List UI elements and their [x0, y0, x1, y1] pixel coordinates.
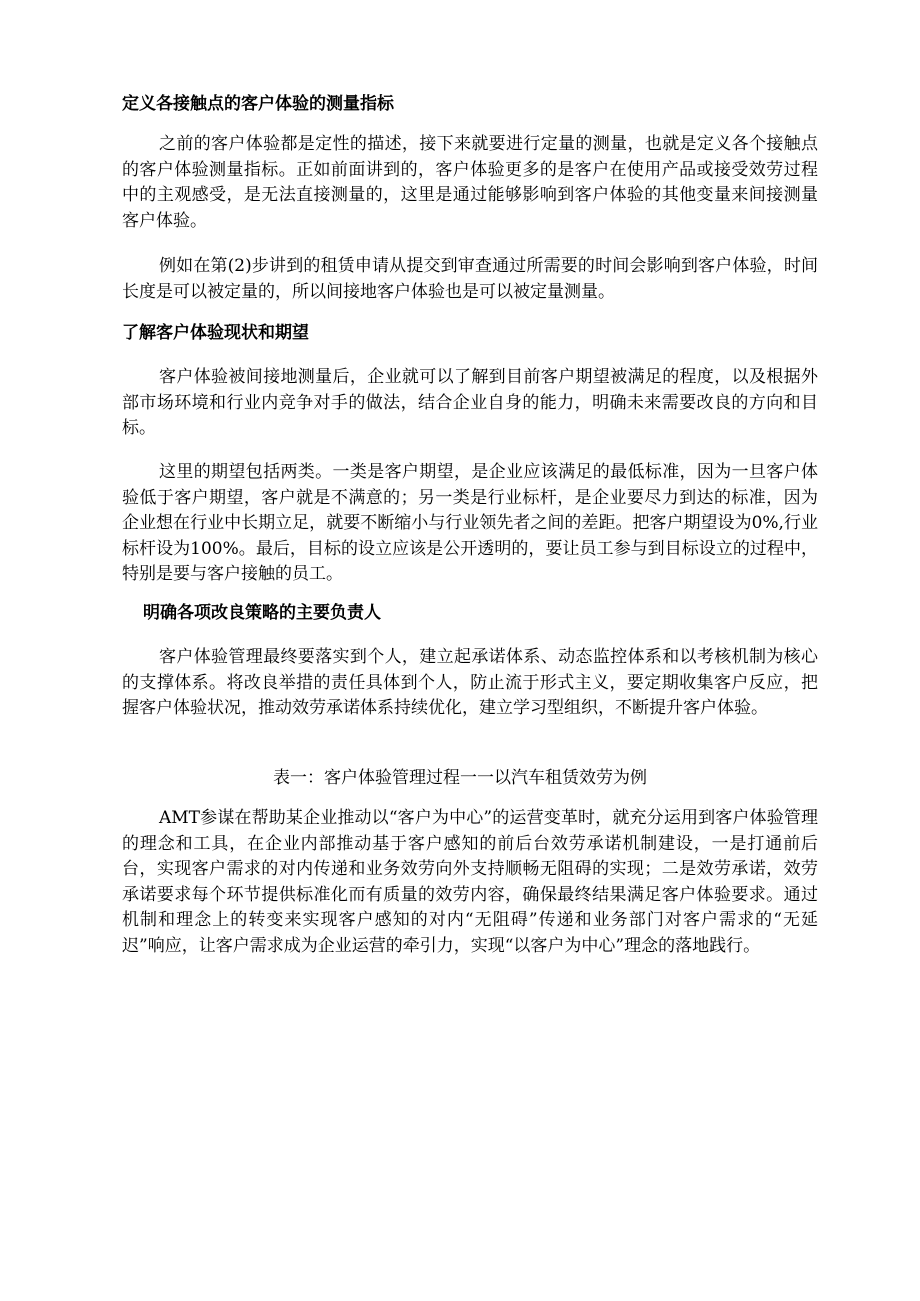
paragraph-amt-case: AMT参谋在帮助某企业推动以“客户为中心”的运营变革时，就充分运用到客户体验管理的理念和工具，在企业内部推动基于客户感知的前后台效劳承诺机制建设，一是打通前后台，实现客户需求的对内传递和业务效劳向外支持顺畅无阻碍的实现；二是效劳承诺，效劳承诺要求每个环节提供标准化而有质量的效劳内容，确保最终结果满足客户体验要求。通过机制和理念上的转变来实现客户感知的对内“无阻碍”传递和业务部门对客户需求的“无延迟”响应，让客户需求成为企业运营的牵引力，实现“以客户为中心”理念的落地践行。: [122, 808, 818, 956]
paragraph-expectation-types: 这里的期望包括两类。一类是客户期望，是企业应该满足的最低标准，因为一旦客户体验低于客户期望，客户就是不满意的；另一类是行业标杆，是企业要尽力到达的标准，因为企业想在行业中长期立足，就要不断缩小与行业领先者之间的差距。把客户期望设为0%,行业标杆设为100%。最后，目标的设立应该是公开透明的，要让员工参与到目标设立的过程中，特别是要与客户接触的员工。: [122, 462, 818, 585]
section-heading-responsible-persons: 明确各项改良策略的主要负责人: [143, 603, 381, 623]
paragraph-lease-example: 例如在第(2)步讲到的租赁申请从提交到审查通过所需要的时间会影响到客户体验，时间长度是可以被定量的，所以间接地客户体验也是可以被定量测量。: [122, 256, 818, 302]
paragraph-qualitative-to-quantitative: 之前的客户体验都是定性的描述，接下来就要进行定量的测量，也就是定义各个接触点的客户体验测量指标。正如前面讲到的，客户体验更多的是客户在使用产品或接受效劳过程中的主观感受，是无法直接测量的，这里是通过能够影响到客户体验的其他变量来间接测量客户体验。: [122, 134, 818, 231]
paragraph-accountability: 客户体验管理最终要落实到个人，建立起承诺体系、动态监控体系和以考核机制为核心的支撑体系。将改良举措的责任具体到个人，防止流于形式主义，要定期收集客户反应，把握客户体验状况，推动效劳承诺体系持续优化，建立学习型组织，不断提升客户体验。: [122, 647, 818, 719]
paragraph-measured-experience: 客户体验被间接地测量后，企业就可以了解到目前客户期望被满足的程度，以及根据外部市场环境和行业内竞争对手的做法，结合企业自身的能力，明确未来需要改良的方向和目标。: [122, 367, 818, 439]
section-heading-status-and-expectation: 了解客户体验现状和期望: [122, 323, 309, 343]
section-heading-measurement-metrics: 定义各接触点的客户体验的测量指标: [122, 94, 394, 114]
table-caption: 表一：客户体验管理过程一一以汽车租赁效劳为例: [273, 768, 647, 788]
